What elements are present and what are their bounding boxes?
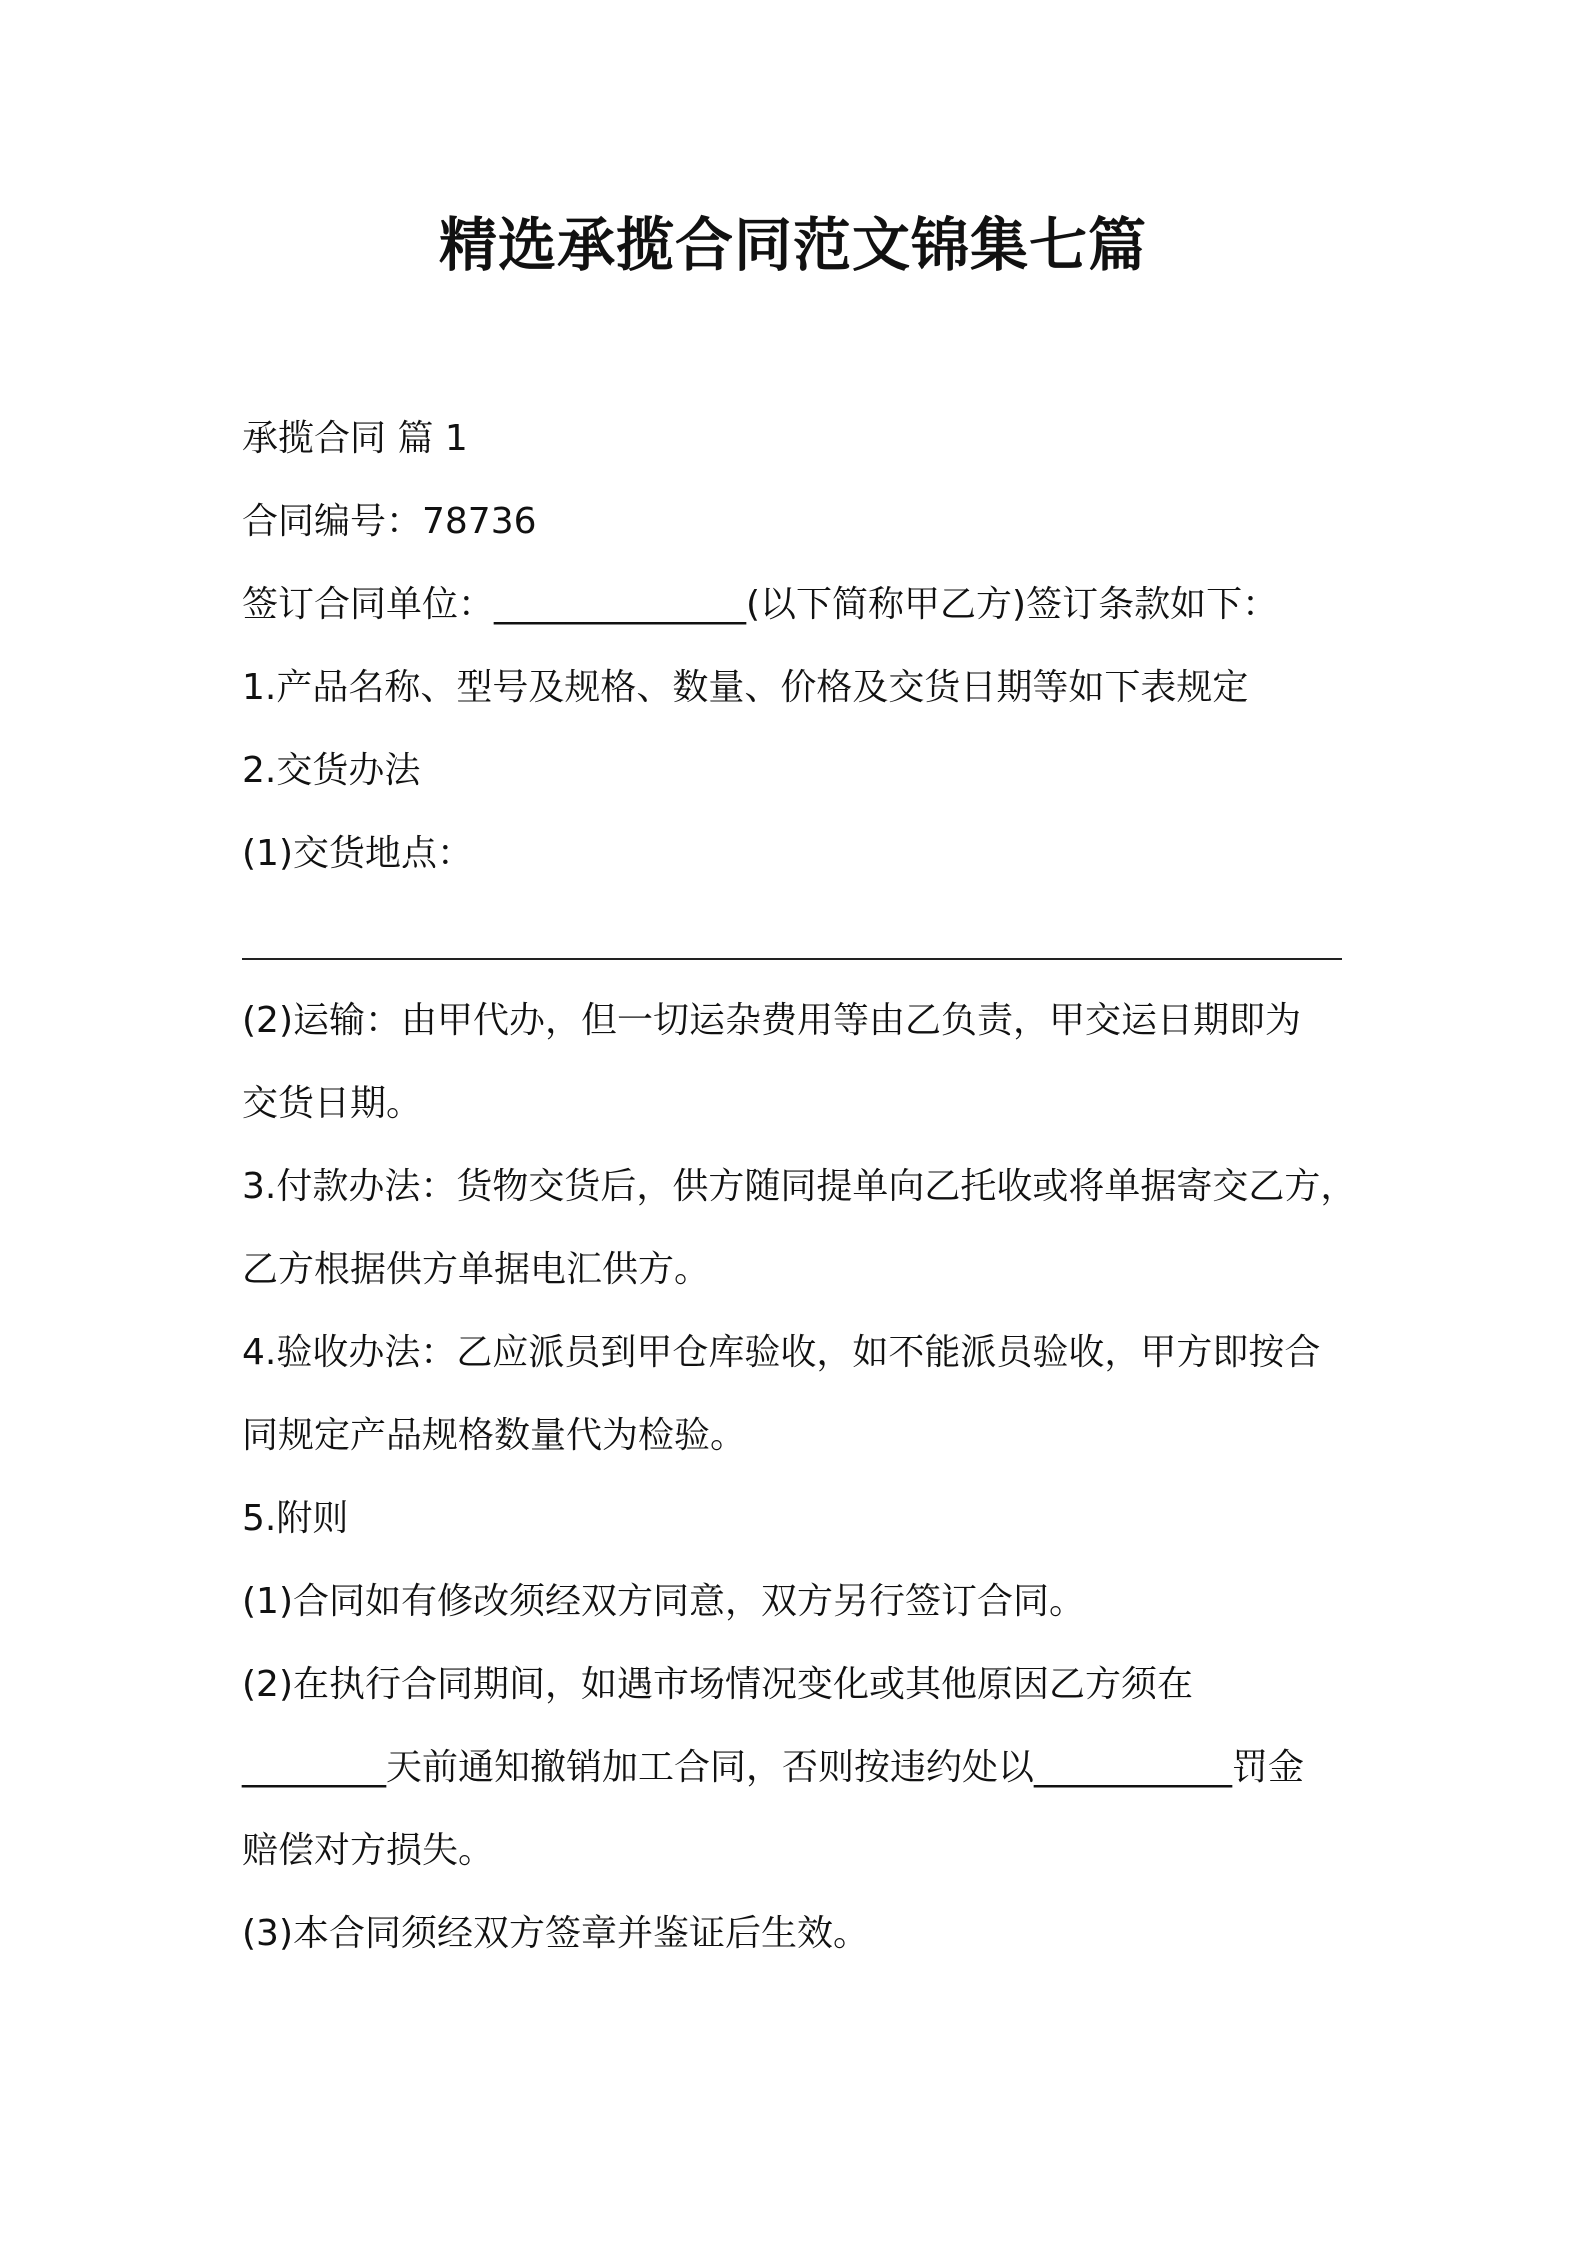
clause-5-2-cont: ________天前通知撤销加工合同，否则按违约处以___________罚金 <box>242 1747 1305 1788</box>
clause-5-3: (3)本合同须经双方签章并鉴证后生效。 <box>242 1913 869 1954</box>
signing-parties: 签订合同单位：______________(以下简称甲乙方)签订条款如下： <box>242 584 1279 625</box>
clause-3: 3.付款办法：货物交货后，供方随同提单向乙托收或将单据寄交乙方， <box>242 1166 1357 1207</box>
clause-1: 1.产品名称、型号及规格、数量、价格及交货日期等如下表规定 <box>242 667 1249 708</box>
contract-number: 合同编号：78736 <box>242 501 537 542</box>
document-title: 精选承揽合同范文锦集七篇 <box>438 211 1147 279</box>
clause-5-2: (2)在执行合同期间，如遇市场情况变化或其他原因乙方须在 <box>242 1664 1193 1705</box>
clause-4-cont: 同规定产品规格数量代为检验。 <box>242 1415 747 1456</box>
clause-2-1: (1)交货地点： <box>242 833 473 874</box>
clause-5-heading: 5.附则 <box>242 1498 349 1539</box>
clause-4: 4.验收办法：乙应派员到甲仓库验收，如不能派员验收，甲方即按合 <box>242 1332 1321 1373</box>
section-heading: 承揽合同 篇 1 <box>242 418 468 459</box>
clause-2-2: (2)运输：由甲代办，但一切运杂费用等由乙负责，甲交运日期即为 <box>242 1000 1301 1041</box>
blank-fill-line <box>242 958 1342 960</box>
clause-2-2-cont: 交货日期。 <box>242 1083 423 1124</box>
clause-5-2-end: 赔偿对方损失。 <box>242 1830 495 1871</box>
clause-3-cont: 乙方根据供方单据电汇供方。 <box>242 1249 711 1290</box>
clause-2-heading: 2.交货办法 <box>242 750 421 791</box>
clause-5-1: (1)合同如有修改须经双方同意，双方另行签订合同。 <box>242 1581 1085 1622</box>
